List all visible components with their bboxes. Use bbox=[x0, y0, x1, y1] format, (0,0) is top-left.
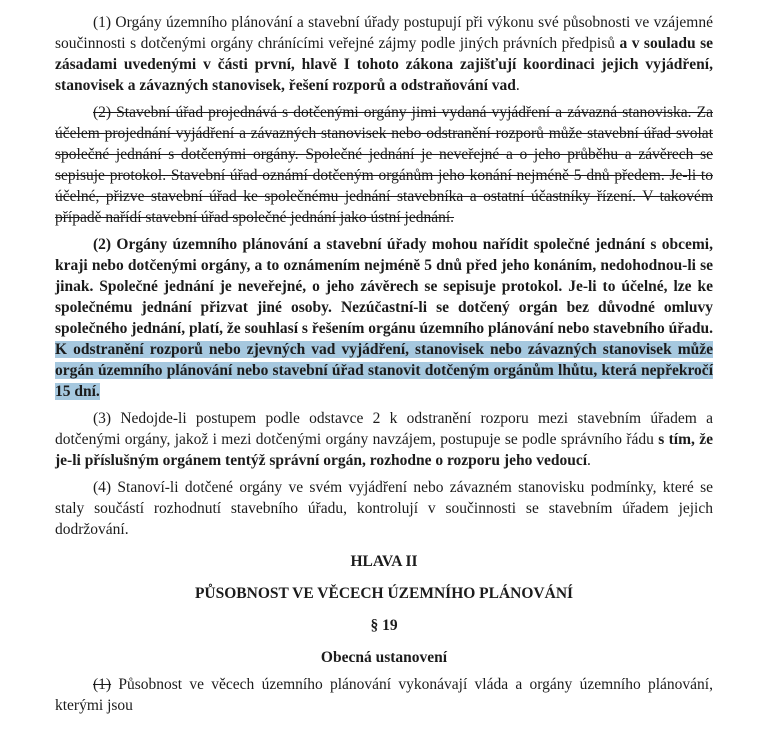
legal-paragraph-4 bbox=[55, 477, 713, 540]
legal-paragraph-5 bbox=[55, 674, 713, 716]
text-run-bold: a v souladu se zásadami uvedenými v části první, hlavě I tohoto zákona zajišťují koordinaci jejich vyjádření, stanovisek a závazných stanovisek, řešení rozporů a odstraňování vad bbox=[55, 35, 713, 94]
text-run: (3) Nedojde-li postupem podle odstavce 2 k odstranění rozporu mezi stavebním úřadem a dotčenými orgány, jakož i mezi dotčenými orgány navzájem, postupuje se podle správního řádu bbox=[55, 410, 713, 448]
text-run: (4) Stanoví-li dotčené orgány ve svém vyjádření nebo závazném stanovisku podmínky, které se staly součástí rozhodnutí stavebního úřadu, kontrolují v součinnosti se stavebním úřadem jejich dodržování. bbox=[55, 479, 713, 538]
legal-paragraph-1 bbox=[55, 12, 713, 96]
legal-paragraph-2-amended bbox=[55, 234, 713, 402]
struck-text-run: (2) Stavební úřad projednává s dotčenými orgány jimi vydaná vyjádření a závazná stanoviska. Za účelem projednání vyjádření a závazných stanovisek nebo odstranění rozporů může stavební úřad svolat společné jednání s dotčenými orgány. Společné jednání je neveřejné a o jeho průběhu a závěrech se sepisuje protokol. Stavební úřad oznámí dotčeným orgánům jeho konání nejméně 5 dnů předem. Je-li to účelné, přizve stavební úřad ke společnému jednání stavebníka a ostatní účastníky řízení. V takovém případě nařídí stavební úřad společné jednání jako ústní jednání. bbox=[55, 104, 713, 226]
chapter-heading: HLAVA II bbox=[350, 553, 418, 570]
text-run: . bbox=[587, 452, 591, 469]
text-run: (1) Orgány územního plánování a stavební úřady postupují při výkonu své působnosti ve vzájemné součinnosti s dotčenými orgány chránícími veřejné zájmy podle jiných právních předpisů bbox=[55, 14, 713, 52]
highlighted-text: K odstranění rozporů nebo zjevných vad vyjádření, stanovisek nebo závazných stanovisek může orgán územního plánování nebo stavební úřad stanovit dotčeným orgánům lhůtu, která nepřekročí 15 dní. bbox=[55, 341, 713, 400]
text-run: . bbox=[515, 77, 520, 94]
text-run: Působnost ve věcech územního plánování vykonávají vláda a orgány územního plánování, kterými jsou bbox=[55, 676, 713, 714]
struck-text-run: (1) bbox=[93, 676, 112, 693]
section-subtitle: Obecná ustanovení bbox=[320, 649, 448, 666]
legal-paragraph-2-deleted bbox=[55, 102, 713, 228]
legal-paragraph-3 bbox=[55, 408, 713, 471]
text-run-bold: s tím, že je-li příslušným orgánem tentýž správní orgán, rozhodne o rozporu jeho vedoucí bbox=[55, 431, 713, 469]
section-number-heading: § 19 bbox=[370, 617, 398, 634]
text-run-bold: (2) Orgány územního plánování a stavební úřady mohou nařídit společné jednání s obcemi, kraji nebo dotčenými orgány, a to oznámením nejméně 5 dnů před jeho konáním, nedohodnou-li se jinak. Společné jednání je neveřejné, o jeho závěrech se sepisuje protokol. Je-li to účelné, lze ke společnému jednání přizvat jiné osoby. Nezúčastní-li se dotčený orgán bez důvodné omluvy společného jednání, platí, že souhlasí s řešením orgánu územního plánování nebo stavebního úřadu. bbox=[55, 236, 713, 337]
chapter-title: PŮSOBNOST VE VĚCECH ÚZEMNÍHO PLÁNOVÁNÍ bbox=[194, 585, 574, 602]
